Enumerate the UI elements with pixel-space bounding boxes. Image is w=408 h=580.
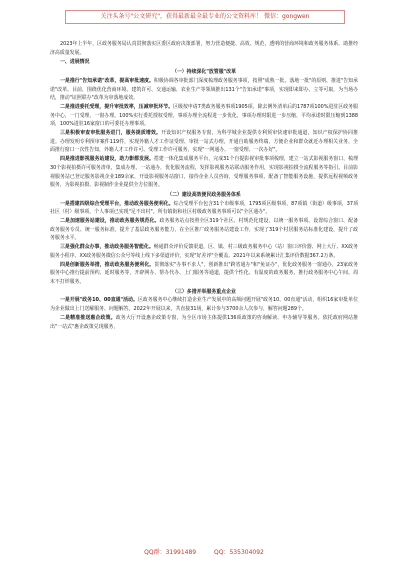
paragraph-body: 区政务服务中心继续打造企业生产发展中的高频问题开展"政务10、00直通"活动，组织16家审批单位为企业做出上门送解服务、问题解答。2022年开展以来，共直接31场，累计参与3700余人次参与，解答问题289个。 [50, 297, 358, 313]
header-banner: 关注头条号"公文研究"，获得最新最全最专业的公文资料库！ 微信：gongwen [65, 10, 345, 24]
paragraph [50, 103, 358, 129]
paragraph-lead: 三是积极审查审批服务进门，服务提质增效。 [60, 130, 162, 137]
paragraph-body: 政务大厅开设惠企政策专窗，为全区市场主体提供136项政策的咨询解读、申办辅导等服务。依托政府网站推出"一站式"惠企政策兑现服务， [50, 314, 358, 330]
paragraph-body: 区级按申请7类政务服务事项1905项，除去例外清单后的1787项100%进驻区政务服务中心，一门受理、一窗办理。100%实行委托授权受理，事项办理全流程进一步优化，事项办理时限进一步压缩，平均承诺时限压缩到1388项，100%进驻16家窗口的可委托办理事项。 [50, 103, 358, 128]
paragraph [50, 217, 358, 243]
paragraph [50, 129, 358, 155]
subsection-heading: （二）建设高效便民政务服务体系 [167, 191, 241, 198]
paragraph-lead: 三是强化群众办事，推动政务服务智能化。 [60, 244, 154, 251]
footer-contact [0, 548, 408, 558]
paragraph-body: 综合受理平台包含31个市级事项，1795项区级事项，87项镇（街道）级事项，37项社区（村）级事项，个人事项已实现"足不出村"。所有镇街和社区村级政务服务事项可以"全区通办"。 [50, 200, 358, 216]
subsection-heading: （一）持续深化"放管服"改革 [171, 69, 237, 76]
paragraph [50, 296, 358, 313]
paragraph-lead: 一是开展"政务10、00直通"活动。 [60, 297, 138, 304]
section-heading: 一、进展情况 [60, 59, 90, 66]
paragraph [50, 314, 358, 331]
paragraph-body: 贯彻落实"办事不求人"，创新推出"跨省通办"和"免证办"，优化政务服务一窗通办，23家政务服务中心推行提前预约、延时服务等，开辟网办、帮办代办、上门服务等通道，提供个性化、有温度的政务服务，推行政务服务中心午间、周末不打烊服务。 [50, 261, 358, 285]
paragraph-lead: 一是推行"告知承诺"改革，提高审批速度。 [60, 77, 154, 84]
paragraph-body: 积极协调各审批部门深度梳理政务服务事项，按照"成熟一批、落地一批"的原则，推进"告知承诺"改革。目前，围绕优化营商环境、建筑许可、交通运输、农业生产等领域推出131个"告知承诺"事项，实现即来即办、立等可取，为当场办结，推动"证照联办"改革为审落地成效。 [50, 77, 358, 102]
paragraph-body: 畅通群众评价反馈渠道，区、镇、村三级政务服务中心（站）窗口评价器、网上大厅、XX政务服务小程序、XX政务服务微信公众号等线上线下多渠道评价，实现"好差评"全覆盖。2021年以来系统累计汇集评价数据367.2万条。 [50, 244, 358, 259]
document-body [50, 40, 358, 543]
subsection-heading: （三）多措并举服务重点企业 [172, 288, 236, 295]
paragraph-lead: 二是推进委托受理，提升审批效率，压减审批环节。 [60, 103, 174, 110]
paragraph [50, 261, 358, 287]
paragraph [50, 77, 358, 103]
paragraph-lead: 二是加速服务站建设，推动政务服务规范化。 [60, 218, 160, 225]
paragraph-lead: 二是精准推送惠企政策。 [60, 314, 116, 321]
footer-qq: QQ：535304092 [214, 549, 264, 556]
paragraph [50, 243, 358, 260]
paragraph-body: 搭建一体化集成服务平台，完成31个自提影视审批事项梳理，建立一站式影视服务窗口，梳理30个影视拍摄许可服务清单，集成办理、一站通办，优化服务流程，发挥影视服务站联动服务作用，实现影视拍摄全流程服务等指引。目前影视服务站已登记服务影视企业189余家，开设影视服务站窗口，接待企业人员咨询，受理服务事项，配备了智能服务设施，提供远程视频政务服务，为影视拍摄、影视制作企业提供全方位服务。 [50, 156, 358, 189]
paragraph-lead: 四是创新服务举措，推动政务服务便利化。 [60, 261, 155, 268]
paragraph-body: 开设知识产权服务专窗，为科学城企业提供专利预审快速审批通道，知识产权保护协同推进。办理发明专利预审案件119件，实现外籍人才工作证受理、审批一站式办理，开通自助服务终端，方便企业和群众就近办理相关业务，全面推行窗口一次性告知，外籍人才工作许可、受理工作许可服务，实现"一网通办、一窗受理、一次办好"。 [50, 130, 358, 154]
paragraph-lead: 一是搭建四级综合受理平台，推动政务服务便利化。 [60, 200, 174, 207]
paragraph-lead: 四是推进影视服务站建设，助力影都发展。 [60, 156, 154, 163]
footer-qq-group: QQ群：31991489 [144, 549, 197, 556]
intro-paragraph: 2023年上半年，区政务服务局认真贯彻落实区委区政府决策部署，努力营造便捷、高效、规范、透明的营商环境和政务服务体系，助推经济高质量发展。 [50, 41, 358, 56]
paragraph [50, 200, 358, 217]
paragraph [50, 155, 358, 190]
paragraph-body: 政务服务站点按照全区319个社区、村规范化建设，以统一服务事项、设置综合窗口、配备政务服务专员、统一服务标准，提升了基层政务服务能力，在全区推广政务服务站建设工作，实现了319个村居服务站标准化建设，提升了政务服务水平。 [50, 218, 358, 242]
